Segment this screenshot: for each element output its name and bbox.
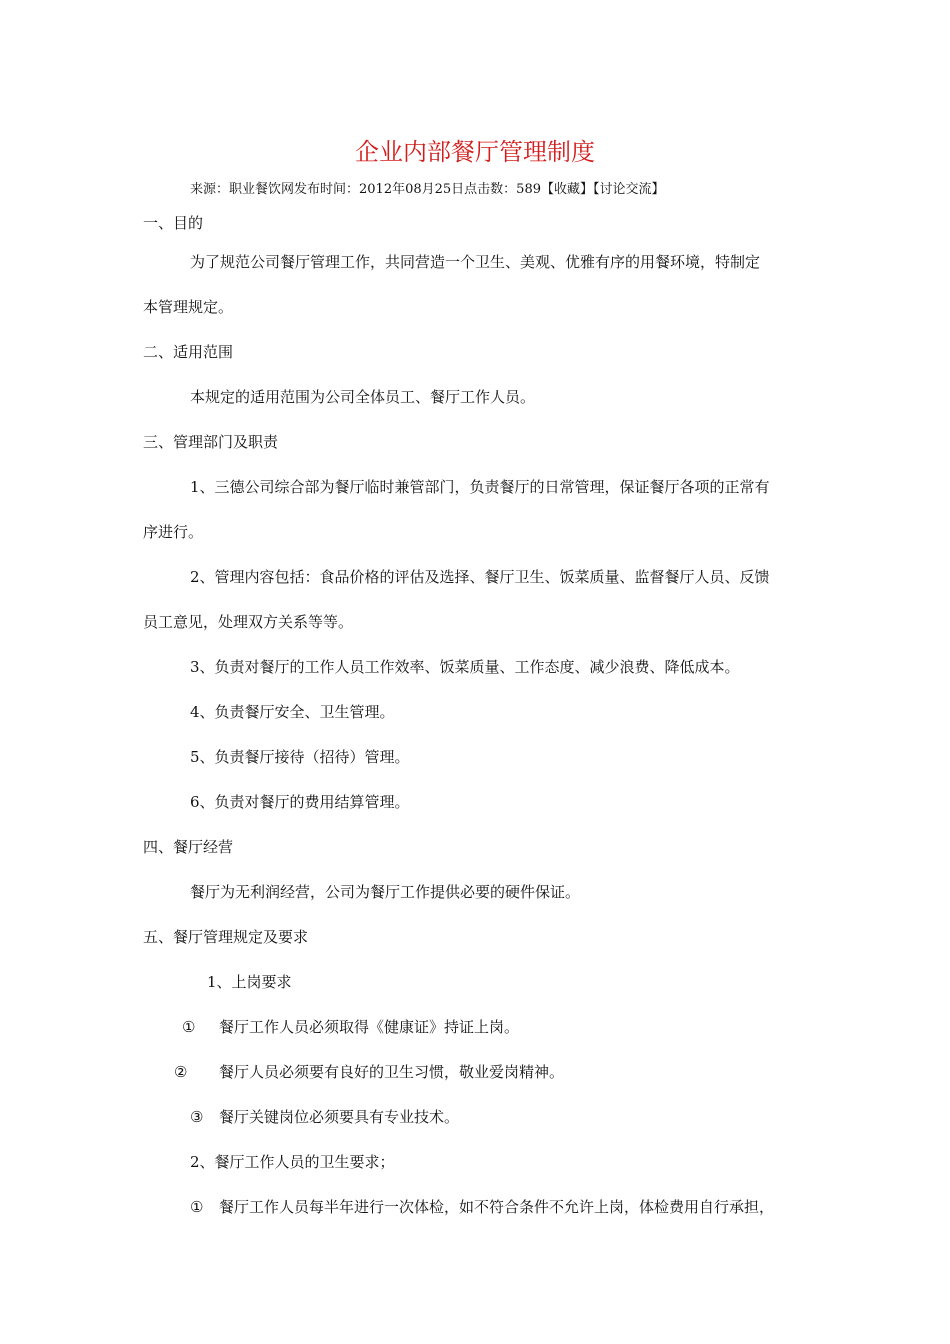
list-marker: ① <box>190 1198 204 1216</box>
document-meta: 来源：职业餐饮网发布时间：2012年08月25日点击数：589【收藏】【讨论交流】 <box>190 182 665 197</box>
section-heading: 五、餐厅管理规定及要求 <box>143 928 309 946</box>
paragraph-line: 本管理规定。 <box>143 298 234 316</box>
list-item-line: 餐厅人员必须要有良好的卫生习惯，敬业爱岗精神。 <box>219 1063 565 1081</box>
list-marker: ③ <box>190 1108 204 1126</box>
list-item-line: 4、负责餐厅安全、卫生管理。 <box>190 703 395 721</box>
list-item-line: 餐厅关键岗位必须要具有专业技术。 <box>219 1108 460 1126</box>
list-item-line: 序进行。 <box>143 523 204 541</box>
list-item-line: 员工意见，处理双方关系等等。 <box>143 613 354 631</box>
list-item-line: 1、三德公司综合部为餐厅临时兼管部门，负责餐厅的日常管理，保证餐厅各项的正常有 <box>190 478 770 496</box>
section-heading: 一、目的 <box>143 214 204 232</box>
list-item-line: 6、负责对餐厅的费用结算管理。 <box>190 793 410 811</box>
subsection-heading: 2、餐厅工作人员的卫生要求； <box>190 1153 395 1171</box>
list-item-line: 3、负责对餐厅的工作人员工作效率、饭菜质量、工作态度、减少浪费、降低成本。 <box>190 658 740 676</box>
list-item-line: 5、负责餐厅接待（招待）管理。 <box>190 748 410 766</box>
document-title: 企业内部餐厅管理制度 <box>355 138 595 166</box>
section-heading: 三、管理部门及职责 <box>143 433 279 451</box>
subsection-heading: 1、上岗要求 <box>207 973 292 991</box>
paragraph-line: 餐厅为无利润经营，公司为餐厅工作提供必要的硬件保证。 <box>190 883 581 901</box>
section-heading: 四、餐厅经营 <box>143 838 234 856</box>
list-item-line: 餐厅工作人员每半年进行一次体检，如不符合条件不允许上岗，体检费用自行承担， <box>219 1198 775 1216</box>
list-marker: ① <box>182 1018 196 1036</box>
paragraph-line: 本规定的适用范围为公司全体员工、餐厅工作人员。 <box>190 388 536 406</box>
paragraph-line: 为了规范公司餐厅管理工作，共同营造一个卫生、美观、优雅有序的用餐环境，特制定 <box>190 253 761 271</box>
list-item-line: 餐厅工作人员必须取得《健康证》持证上岗。 <box>219 1018 520 1036</box>
section-heading: 二、适用范围 <box>143 343 234 361</box>
list-item-line: 2、管理内容包括：食品价格的评估及选择、餐厅卫生、饭菜质量、监督餐厅人员、反馈 <box>190 568 770 586</box>
list-marker: ② <box>174 1063 188 1081</box>
